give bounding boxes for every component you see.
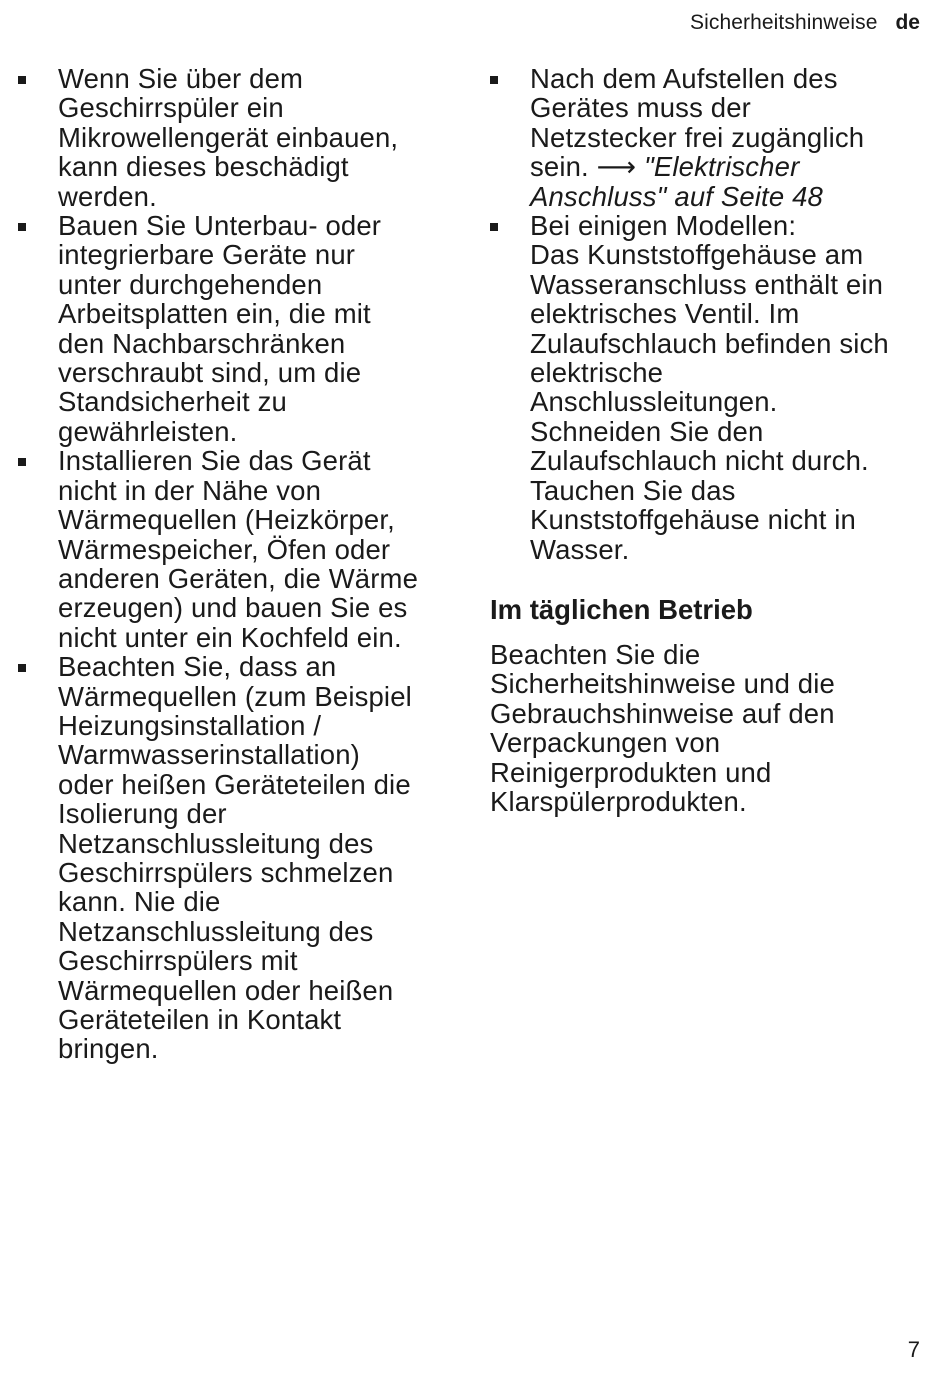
text-line: Warmwasserinstallation) <box>58 739 360 771</box>
section-heading: Im täglichen Betrieb <box>490 593 753 625</box>
text-line: kann. Nie die <box>58 886 221 918</box>
bullet-item <box>18 446 448 652</box>
text-line: gewährleisten. <box>58 415 238 447</box>
text-line: bringen. <box>58 1033 159 1065</box>
bullet-item <box>18 211 448 446</box>
text-line: Isolierung der <box>58 798 227 830</box>
bullet-square-icon <box>18 664 26 672</box>
text-line: Zulaufschlauch nicht durch. <box>530 445 869 477</box>
text-line: Zulaufschlauch befinden sich <box>530 327 889 359</box>
right-bullet-list <box>490 64 920 564</box>
text-line: Netzanschlussleitung des <box>58 827 374 859</box>
text-line: Wasser. <box>530 533 630 565</box>
bullet-item <box>18 652 448 1064</box>
text-line: Netzstecker frei zugänglich <box>530 121 865 153</box>
text-line: Tauchen Sie das <box>530 474 736 506</box>
text-line: erzeugen) und bauen Sie es <box>58 592 408 624</box>
text-line: Schneiden Sie den <box>530 415 764 447</box>
text-line: integrierbare Geräte nur <box>58 239 356 271</box>
bullet-square-icon <box>18 458 26 466</box>
text-line: Kunststoffgehäuse nicht in <box>530 504 856 536</box>
text-line: werden. <box>58 180 157 212</box>
text-line: Reinigerprodukten und <box>490 756 772 788</box>
text-line: Wärmequellen oder heißen <box>58 974 394 1006</box>
text-line: Geschirrspüler ein <box>58 92 284 124</box>
text-line: elektrische <box>530 357 664 389</box>
right-column <box>490 64 920 816</box>
text-line: Standsicherheit zu <box>58 386 287 418</box>
bullet-square-icon <box>18 76 26 84</box>
text-line: Arbeitsplatten ein, die mit <box>58 298 371 330</box>
section-paragraph <box>490 640 920 816</box>
text-line: elektrisches Ventil. Im <box>530 298 800 330</box>
bullet-item <box>18 64 448 211</box>
text-line: Gerätes muss der <box>530 92 751 124</box>
bullet-square-icon <box>18 223 26 231</box>
text-line: oder heißen Geräteteilen die <box>58 768 411 800</box>
text-line: Netzanschlussleitung des <box>58 915 374 947</box>
text-line: Wenn Sie über dem <box>58 63 304 94</box>
text-line: anderen Geräten, die Wärme <box>58 562 419 594</box>
text-line: Wärmespeicher, Öfen oder <box>58 533 391 565</box>
cross-reference-link-part1[interactable]: "Elektrischer <box>636 151 800 183</box>
text-line: Installieren Sie das Gerät <box>58 445 371 477</box>
text-line: verschraubt sind, um die <box>58 357 362 389</box>
left-bullet-list <box>18 64 448 1064</box>
text-fragment: sein. <box>530 151 597 183</box>
text-line: Bei einigen Modellen: <box>530 210 797 242</box>
bullet-item-installation-access <box>490 64 920 211</box>
bullet-square-icon <box>490 76 498 84</box>
cross-reference-link-part2[interactable]: Anschluss" auf Seite 48 <box>530 180 823 212</box>
text-line: Geschirrspülers mit <box>58 945 298 977</box>
text-line: Anschlussleitungen. <box>530 386 778 418</box>
text-line: unter durchgehenden <box>58 268 323 300</box>
text-line: Bauen Sie Unterbau- oder <box>58 210 382 242</box>
text-line: Geräteteilen in Kontakt <box>58 1004 342 1035</box>
text-line: nicht unter ein Kochfeld ein. <box>58 621 402 653</box>
page-header <box>690 10 920 36</box>
text-line: Beachten Sie, dass an <box>58 651 337 683</box>
text-line: Klarspülerprodukten. <box>490 785 747 817</box>
text-line: Mikrowellengerät einbauen, <box>58 121 399 153</box>
header-section-title: Sicherheitshinweise <box>689 11 878 34</box>
text-line: kann dieses beschädigt <box>58 151 349 183</box>
page-number: 7 <box>907 1337 920 1362</box>
text-line: Sicherheitshinweise und die <box>490 668 835 700</box>
text-line: Beachten Sie die <box>490 638 701 670</box>
text-line: Wasseranschluss enthält ein <box>530 268 884 300</box>
text-line: nicht in der Nähe von <box>58 474 322 506</box>
arrow-right-icon: ⟶ <box>596 151 637 183</box>
text-line: Heizungsinstallation / <box>58 709 322 741</box>
text-line-with-link <box>530 152 920 181</box>
text-line: Gebrauchshinweise auf den <box>490 697 835 729</box>
text-line: Wärmequellen (zum Beispiel <box>58 680 412 712</box>
text-line: Geschirrspülers schmelzen <box>58 856 394 888</box>
text-line: den Nachbarschränken <box>58 327 346 359</box>
left-column <box>18 64 448 1064</box>
text-line: Wärmequellen (Heizkörper, <box>58 504 395 536</box>
text-line: Verpackungen von <box>490 727 721 759</box>
text-line: Das Kunststoffgehäuse am <box>530 239 864 271</box>
bullet-square-icon <box>490 223 498 231</box>
bullet-item-electrical-valve <box>490 211 920 564</box>
text-line: Nach dem Aufstellen des <box>530 63 838 94</box>
header-language-code: de <box>895 11 920 34</box>
